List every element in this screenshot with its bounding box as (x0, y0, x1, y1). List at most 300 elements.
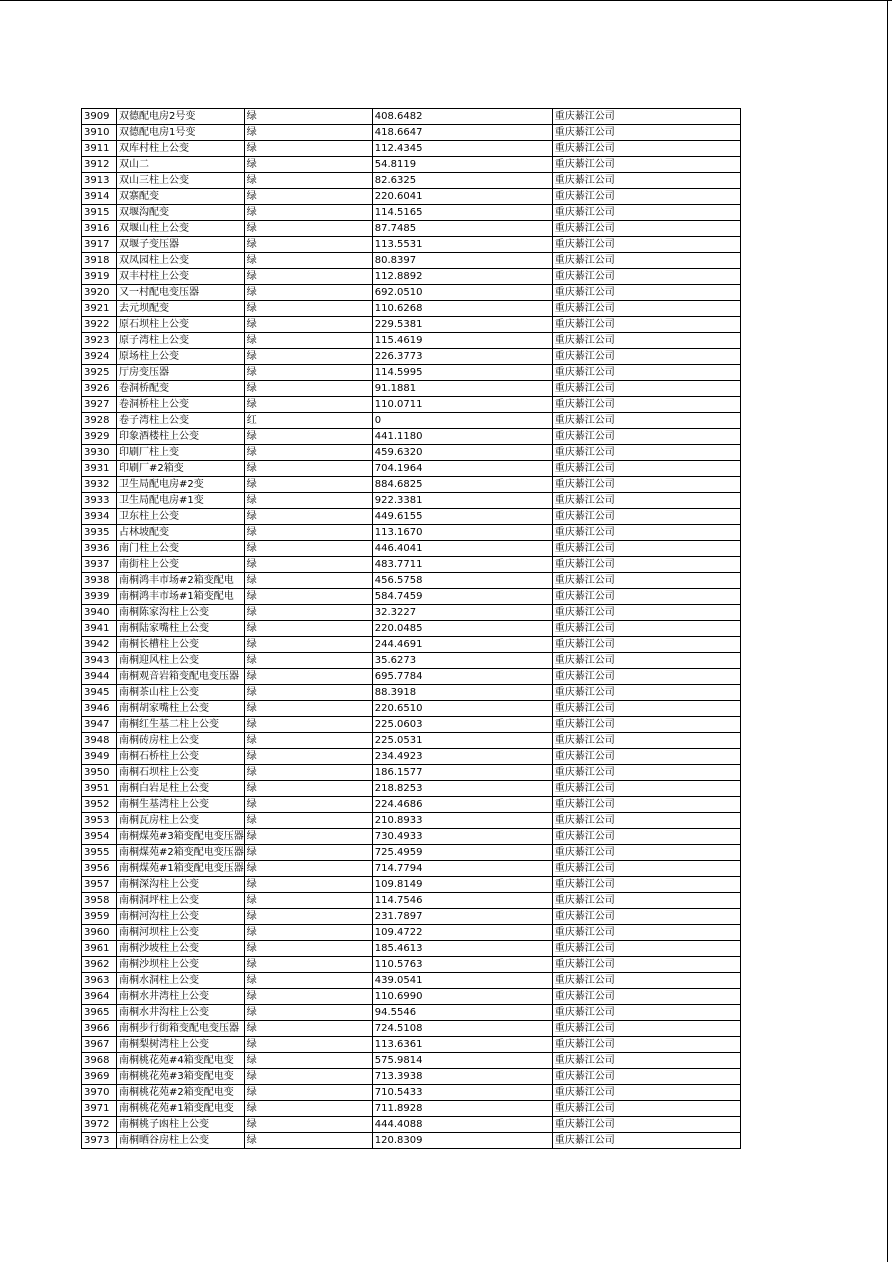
row-id-cell: 3950 (82, 765, 117, 781)
transformer-name-cell: 双库村柱上公变 (117, 141, 245, 157)
row-id-cell: 3912 (82, 157, 117, 173)
table-row (82, 621, 741, 637)
company-cell: 重庆綦江公司 (552, 397, 740, 413)
row-id-cell: 3932 (82, 477, 117, 493)
company-cell: 重庆綦江公司 (552, 445, 740, 461)
status-cell: 绿 (244, 733, 372, 749)
table-row (82, 765, 741, 781)
value-cell: 884.6825 (372, 477, 552, 493)
status-cell: 绿 (244, 973, 372, 989)
row-id-cell: 3940 (82, 605, 117, 621)
company-cell: 重庆綦江公司 (552, 509, 740, 525)
status-cell: 绿 (244, 493, 372, 509)
transformer-name-cell: 南桐煤苑#1箱变配电变压器 (117, 861, 245, 877)
row-id-cell: 3973 (82, 1133, 117, 1149)
value-cell: 112.8892 (372, 269, 552, 285)
value-cell: 109.8149 (372, 877, 552, 893)
company-cell: 重庆綦江公司 (552, 1037, 740, 1053)
status-cell: 绿 (244, 909, 372, 925)
row-id-cell: 3921 (82, 301, 117, 317)
status-cell: 绿 (244, 781, 372, 797)
transformer-name-cell: 南桐生基湾柱上公变 (117, 797, 245, 813)
value-cell: 220.0485 (372, 621, 552, 637)
row-id-cell: 3961 (82, 941, 117, 957)
value-cell: 109.4722 (372, 925, 552, 941)
value-cell: 0 (372, 413, 552, 429)
transformer-name-cell: 南桐洞坪柱上公变 (117, 893, 245, 909)
row-id-cell: 3966 (82, 1021, 117, 1037)
company-cell: 重庆綦江公司 (552, 861, 740, 877)
status-cell: 绿 (244, 349, 372, 365)
table-row (82, 1005, 741, 1021)
row-id-cell: 3972 (82, 1117, 117, 1133)
company-cell: 重庆綦江公司 (552, 253, 740, 269)
row-id-cell: 3924 (82, 349, 117, 365)
row-id-cell: 3959 (82, 909, 117, 925)
value-cell: 449.6155 (372, 509, 552, 525)
row-id-cell: 3917 (82, 237, 117, 253)
row-id-cell: 3926 (82, 381, 117, 397)
row-id-cell: 3937 (82, 557, 117, 573)
table-row (82, 381, 741, 397)
row-id-cell: 3949 (82, 749, 117, 765)
value-cell: 229.5381 (372, 317, 552, 333)
company-cell: 重庆綦江公司 (552, 685, 740, 701)
value-cell: 112.4345 (372, 141, 552, 157)
company-cell: 重庆綦江公司 (552, 701, 740, 717)
row-id-cell: 3944 (82, 669, 117, 685)
value-cell: 725.4959 (372, 845, 552, 861)
table-row (82, 637, 741, 653)
company-cell: 重庆綦江公司 (552, 1069, 740, 1085)
value-cell: 724.5108 (372, 1021, 552, 1037)
table-row (82, 957, 741, 973)
row-id-cell: 3960 (82, 925, 117, 941)
row-id-cell: 3931 (82, 461, 117, 477)
value-cell: 114.5165 (372, 205, 552, 221)
company-cell: 重庆綦江公司 (552, 653, 740, 669)
row-id-cell: 3938 (82, 573, 117, 589)
value-cell: 418.6647 (372, 125, 552, 141)
transformer-name-cell: 南桐砖房柱上公变 (117, 733, 245, 749)
company-cell: 重庆綦江公司 (552, 765, 740, 781)
transformer-name-cell: 南桐深沟柱上公变 (117, 877, 245, 893)
company-cell: 重庆綦江公司 (552, 733, 740, 749)
transformer-name-cell: 南桐梨树湾柱上公变 (117, 1037, 245, 1053)
value-cell: 113.5531 (372, 237, 552, 253)
transformer-name-cell: 卫东柱上公变 (117, 509, 245, 525)
company-cell: 重庆綦江公司 (552, 573, 740, 589)
table-body (82, 109, 741, 1149)
value-cell: 439.0541 (372, 973, 552, 989)
company-cell: 重庆綦江公司 (552, 173, 740, 189)
row-id-cell: 3914 (82, 189, 117, 205)
status-cell: 绿 (244, 861, 372, 877)
row-id-cell: 3915 (82, 205, 117, 221)
status-cell: 绿 (244, 877, 372, 893)
value-cell: 695.7784 (372, 669, 552, 685)
row-id-cell: 3911 (82, 141, 117, 157)
company-cell: 重庆綦江公司 (552, 973, 740, 989)
company-cell: 重庆綦江公司 (552, 141, 740, 157)
status-cell: 绿 (244, 285, 372, 301)
status-cell: 绿 (244, 221, 372, 237)
row-id-cell: 3941 (82, 621, 117, 637)
company-cell: 重庆綦江公司 (552, 1085, 740, 1101)
table-row (82, 1037, 741, 1053)
table-row (82, 733, 741, 749)
status-cell: 绿 (244, 813, 372, 829)
status-cell: 绿 (244, 1133, 372, 1149)
status-cell: 绿 (244, 957, 372, 973)
transformer-name-cell: 南桐煤苑#2箱变配电变压器 (117, 845, 245, 861)
transformer-name-cell: 南桐水井湾柱上公变 (117, 989, 245, 1005)
company-cell: 重庆綦江公司 (552, 957, 740, 973)
transformer-name-cell: 去元坝配变 (117, 301, 245, 317)
value-cell: 704.1964 (372, 461, 552, 477)
transformer-name-cell: 厅房变压器 (117, 365, 245, 381)
company-cell: 重庆綦江公司 (552, 989, 740, 1005)
transformer-name-cell: 南桐桃花苑#4箱变配电变 (117, 1053, 245, 1069)
status-cell: 绿 (244, 685, 372, 701)
value-cell: 115.4619 (372, 333, 552, 349)
row-id-cell: 3942 (82, 637, 117, 653)
table-row (82, 445, 741, 461)
table-row (82, 237, 741, 253)
company-cell: 重庆綦江公司 (552, 941, 740, 957)
value-cell: 218.8253 (372, 781, 552, 797)
transformer-name-cell: 南桐桃子凼柱上公变 (117, 1117, 245, 1133)
table-row (82, 1101, 741, 1117)
value-cell: 692.0510 (372, 285, 552, 301)
transformer-name-cell: 南桐河沟柱上公变 (117, 909, 245, 925)
row-id-cell: 3952 (82, 797, 117, 813)
table-row (82, 349, 741, 365)
status-cell: 绿 (244, 141, 372, 157)
transformer-name-cell: 印刷厂柱上变 (117, 445, 245, 461)
status-cell: 绿 (244, 1117, 372, 1133)
transformer-name-cell: 双堰山柱上公变 (117, 221, 245, 237)
table-row (82, 509, 741, 525)
table-row (82, 877, 741, 893)
page-right-border (887, 0, 888, 1262)
value-cell: 110.5763 (372, 957, 552, 973)
value-cell: 444.4088 (372, 1117, 552, 1133)
transformer-name-cell: 南门柱上公变 (117, 541, 245, 557)
table-row (82, 653, 741, 669)
status-cell: 绿 (244, 589, 372, 605)
transformer-name-cell: 原石坝柱上公变 (117, 317, 245, 333)
company-cell: 重庆綦江公司 (552, 813, 740, 829)
table-row (82, 573, 741, 589)
row-id-cell: 3933 (82, 493, 117, 509)
table-row (82, 413, 741, 429)
company-cell: 重庆綦江公司 (552, 237, 740, 253)
transformer-name-cell: 占林坡配变 (117, 525, 245, 541)
company-cell: 重庆綦江公司 (552, 477, 740, 493)
value-cell: 114.7546 (372, 893, 552, 909)
table-row (82, 1133, 741, 1149)
value-cell: 220.6041 (372, 189, 552, 205)
status-cell: 绿 (244, 669, 372, 685)
table-row (82, 701, 741, 717)
row-id-cell: 3928 (82, 413, 117, 429)
transformer-name-cell: 双堰沟配变 (117, 205, 245, 221)
value-cell: 231.7897 (372, 909, 552, 925)
status-cell: 绿 (244, 477, 372, 493)
company-cell: 重庆綦江公司 (552, 333, 740, 349)
status-cell: 绿 (244, 269, 372, 285)
company-cell: 重庆綦江公司 (552, 189, 740, 205)
table-row (82, 1117, 741, 1133)
transformer-name-cell: 南桐白岩足柱上公变 (117, 781, 245, 797)
status-cell: 红 (244, 413, 372, 429)
transformer-name-cell: 南桐桃花苑#3箱变配电变 (117, 1069, 245, 1085)
table-row (82, 909, 741, 925)
transformer-name-cell: 南桐步行街箱变配电变压器 (117, 1021, 245, 1037)
company-cell: 重庆綦江公司 (552, 621, 740, 637)
company-cell: 重庆綦江公司 (552, 525, 740, 541)
table-row (82, 109, 741, 125)
status-cell: 绿 (244, 381, 372, 397)
value-cell: 185.4613 (372, 941, 552, 957)
table-row (82, 589, 741, 605)
table-row (82, 429, 741, 445)
table-row (82, 925, 741, 941)
value-cell: 91.1881 (372, 381, 552, 397)
row-id-cell: 3962 (82, 957, 117, 973)
table-row (82, 189, 741, 205)
table-row (82, 797, 741, 813)
status-cell: 绿 (244, 1069, 372, 1085)
status-cell: 绿 (244, 189, 372, 205)
transformer-name-cell: 南桐瓦房柱上公变 (117, 813, 245, 829)
value-cell: 225.0531 (372, 733, 552, 749)
status-cell: 绿 (244, 765, 372, 781)
table-row (82, 285, 741, 301)
row-id-cell: 3916 (82, 221, 117, 237)
status-cell: 绿 (244, 749, 372, 765)
company-cell: 重庆綦江公司 (552, 557, 740, 573)
data-table (81, 108, 741, 1149)
transformer-name-cell: 双寨配变 (117, 189, 245, 205)
row-id-cell: 3967 (82, 1037, 117, 1053)
row-id-cell: 3964 (82, 989, 117, 1005)
table-row (82, 541, 741, 557)
value-cell: 226.3773 (372, 349, 552, 365)
status-cell: 绿 (244, 429, 372, 445)
company-cell: 重庆綦江公司 (552, 909, 740, 925)
status-cell: 绿 (244, 653, 372, 669)
transformer-name-cell: 双德配电房2号变 (117, 109, 245, 125)
value-cell: 713.3938 (372, 1069, 552, 1085)
value-cell: 408.6482 (372, 109, 552, 125)
status-cell: 绿 (244, 253, 372, 269)
row-id-cell: 3943 (82, 653, 117, 669)
company-cell: 重庆綦江公司 (552, 829, 740, 845)
company-cell: 重庆綦江公司 (552, 541, 740, 557)
transformer-name-cell: 卫生局配电房#2变 (117, 477, 245, 493)
row-id-cell: 3946 (82, 701, 117, 717)
transformer-name-cell: 南桐陆家嘴柱上公变 (117, 621, 245, 637)
table-row (82, 397, 741, 413)
table-row (82, 813, 741, 829)
row-id-cell: 3936 (82, 541, 117, 557)
row-id-cell: 3939 (82, 589, 117, 605)
status-cell: 绿 (244, 461, 372, 477)
row-id-cell: 3945 (82, 685, 117, 701)
value-cell: 113.6361 (372, 1037, 552, 1053)
company-cell: 重庆綦江公司 (552, 125, 740, 141)
company-cell: 重庆綦江公司 (552, 109, 740, 125)
value-cell: 120.8309 (372, 1133, 552, 1149)
status-cell: 绿 (244, 157, 372, 173)
value-cell: 80.8397 (372, 253, 552, 269)
company-cell: 重庆綦江公司 (552, 893, 740, 909)
status-cell: 绿 (244, 829, 372, 845)
value-cell: 210.8933 (372, 813, 552, 829)
transformer-name-cell: 双山三柱上公变 (117, 173, 245, 189)
company-cell: 重庆綦江公司 (552, 205, 740, 221)
table-row (82, 1053, 741, 1069)
table-row (82, 125, 741, 141)
transformer-name-cell: 南桐石坝柱上公变 (117, 765, 245, 781)
status-cell: 绿 (244, 541, 372, 557)
company-cell: 重庆綦江公司 (552, 845, 740, 861)
company-cell: 重庆綦江公司 (552, 637, 740, 653)
table-row (82, 861, 741, 877)
table-row (82, 1021, 741, 1037)
row-id-cell: 3970 (82, 1085, 117, 1101)
transformer-name-cell: 卷洞桥柱上公变 (117, 397, 245, 413)
status-cell: 绿 (244, 1037, 372, 1053)
value-cell: 114.5995 (372, 365, 552, 381)
value-cell: 456.5758 (372, 573, 552, 589)
value-cell: 446.4041 (372, 541, 552, 557)
company-cell: 重庆綦江公司 (552, 1101, 740, 1117)
value-cell: 714.7794 (372, 861, 552, 877)
company-cell: 重庆綦江公司 (552, 381, 740, 397)
row-id-cell: 3953 (82, 813, 117, 829)
status-cell: 绿 (244, 845, 372, 861)
status-cell: 绿 (244, 109, 372, 125)
row-id-cell: 3918 (82, 253, 117, 269)
table-row (82, 989, 741, 1005)
transformer-name-cell: 南桐煤苑#3箱变配电变压器 (117, 829, 245, 845)
transformer-name-cell: 卫生局配电房#1变 (117, 493, 245, 509)
row-id-cell: 3913 (82, 173, 117, 189)
status-cell: 绿 (244, 509, 372, 525)
row-id-cell: 3909 (82, 109, 117, 125)
transformer-name-cell: 南桐长槽柱上公变 (117, 637, 245, 653)
status-cell: 绿 (244, 1053, 372, 1069)
row-id-cell: 3956 (82, 861, 117, 877)
table-row (82, 173, 741, 189)
company-cell: 重庆綦江公司 (552, 157, 740, 173)
row-id-cell: 3963 (82, 973, 117, 989)
status-cell: 绿 (244, 445, 372, 461)
value-cell: 224.4686 (372, 797, 552, 813)
transformer-name-cell: 南桐观音岩箱变配电变压器 (117, 669, 245, 685)
status-cell: 绿 (244, 573, 372, 589)
transformer-name-cell: 南桐沙坝柱上公变 (117, 957, 245, 973)
table-row (82, 269, 741, 285)
status-cell: 绿 (244, 925, 372, 941)
value-cell: 730.4933 (372, 829, 552, 845)
company-cell: 重庆綦江公司 (552, 365, 740, 381)
transformer-name-cell: 南桐鸿丰市场#2箱变配电 (117, 573, 245, 589)
row-id-cell: 3934 (82, 509, 117, 525)
company-cell: 重庆綦江公司 (552, 925, 740, 941)
transformer-name-cell: 南桐石桥柱上公变 (117, 749, 245, 765)
table-row (82, 749, 741, 765)
status-cell: 绿 (244, 317, 372, 333)
row-id-cell: 3927 (82, 397, 117, 413)
value-cell: 32.3227 (372, 605, 552, 621)
company-cell: 重庆綦江公司 (552, 605, 740, 621)
status-cell: 绿 (244, 525, 372, 541)
table-row (82, 525, 741, 541)
row-id-cell: 3910 (82, 125, 117, 141)
transformer-name-cell: 南桐桃花苑#2箱变配电变 (117, 1085, 245, 1101)
row-id-cell: 3929 (82, 429, 117, 445)
value-cell: 584.7459 (372, 589, 552, 605)
row-id-cell: 3922 (82, 317, 117, 333)
company-cell: 重庆綦江公司 (552, 1005, 740, 1021)
table-row (82, 973, 741, 989)
value-cell: 244.4691 (372, 637, 552, 653)
table-row (82, 317, 741, 333)
row-id-cell: 3919 (82, 269, 117, 285)
transformer-name-cell: 双凤园柱上公变 (117, 253, 245, 269)
transformer-name-cell: 印刷厂#2箱变 (117, 461, 245, 477)
value-cell: 922.3381 (372, 493, 552, 509)
transformer-name-cell: 原场柱上公变 (117, 349, 245, 365)
row-id-cell: 3969 (82, 1069, 117, 1085)
table-row (82, 157, 741, 173)
row-id-cell: 3920 (82, 285, 117, 301)
company-cell: 重庆綦江公司 (552, 285, 740, 301)
table-row (82, 669, 741, 685)
transformer-name-cell: 南桐河坝柱上公变 (117, 925, 245, 941)
value-cell: 110.0711 (372, 397, 552, 413)
table-row (82, 893, 741, 909)
value-cell: 110.6268 (372, 301, 552, 317)
value-cell: 113.1670 (372, 525, 552, 541)
status-cell: 绿 (244, 205, 372, 221)
table-row (82, 461, 741, 477)
value-cell: 575.9814 (372, 1053, 552, 1069)
value-cell: 35.6273 (372, 653, 552, 669)
company-cell: 重庆綦江公司 (552, 461, 740, 477)
transformer-name-cell: 双堰子变压器 (117, 237, 245, 253)
transformer-name-cell: 印象酒楼柱上公变 (117, 429, 245, 445)
value-cell: 110.6990 (372, 989, 552, 1005)
transformer-name-cell: 卷子湾柱上公变 (117, 413, 245, 429)
status-cell: 绿 (244, 173, 372, 189)
status-cell: 绿 (244, 557, 372, 573)
company-cell: 重庆綦江公司 (552, 1133, 740, 1149)
row-id-cell: 3954 (82, 829, 117, 845)
company-cell: 重庆綦江公司 (552, 221, 740, 237)
company-cell: 重庆綦江公司 (552, 669, 740, 685)
company-cell: 重庆綦江公司 (552, 429, 740, 445)
status-cell: 绿 (244, 301, 372, 317)
row-id-cell: 3930 (82, 445, 117, 461)
table-row (82, 365, 741, 381)
company-cell: 重庆綦江公司 (552, 413, 740, 429)
status-cell: 绿 (244, 989, 372, 1005)
